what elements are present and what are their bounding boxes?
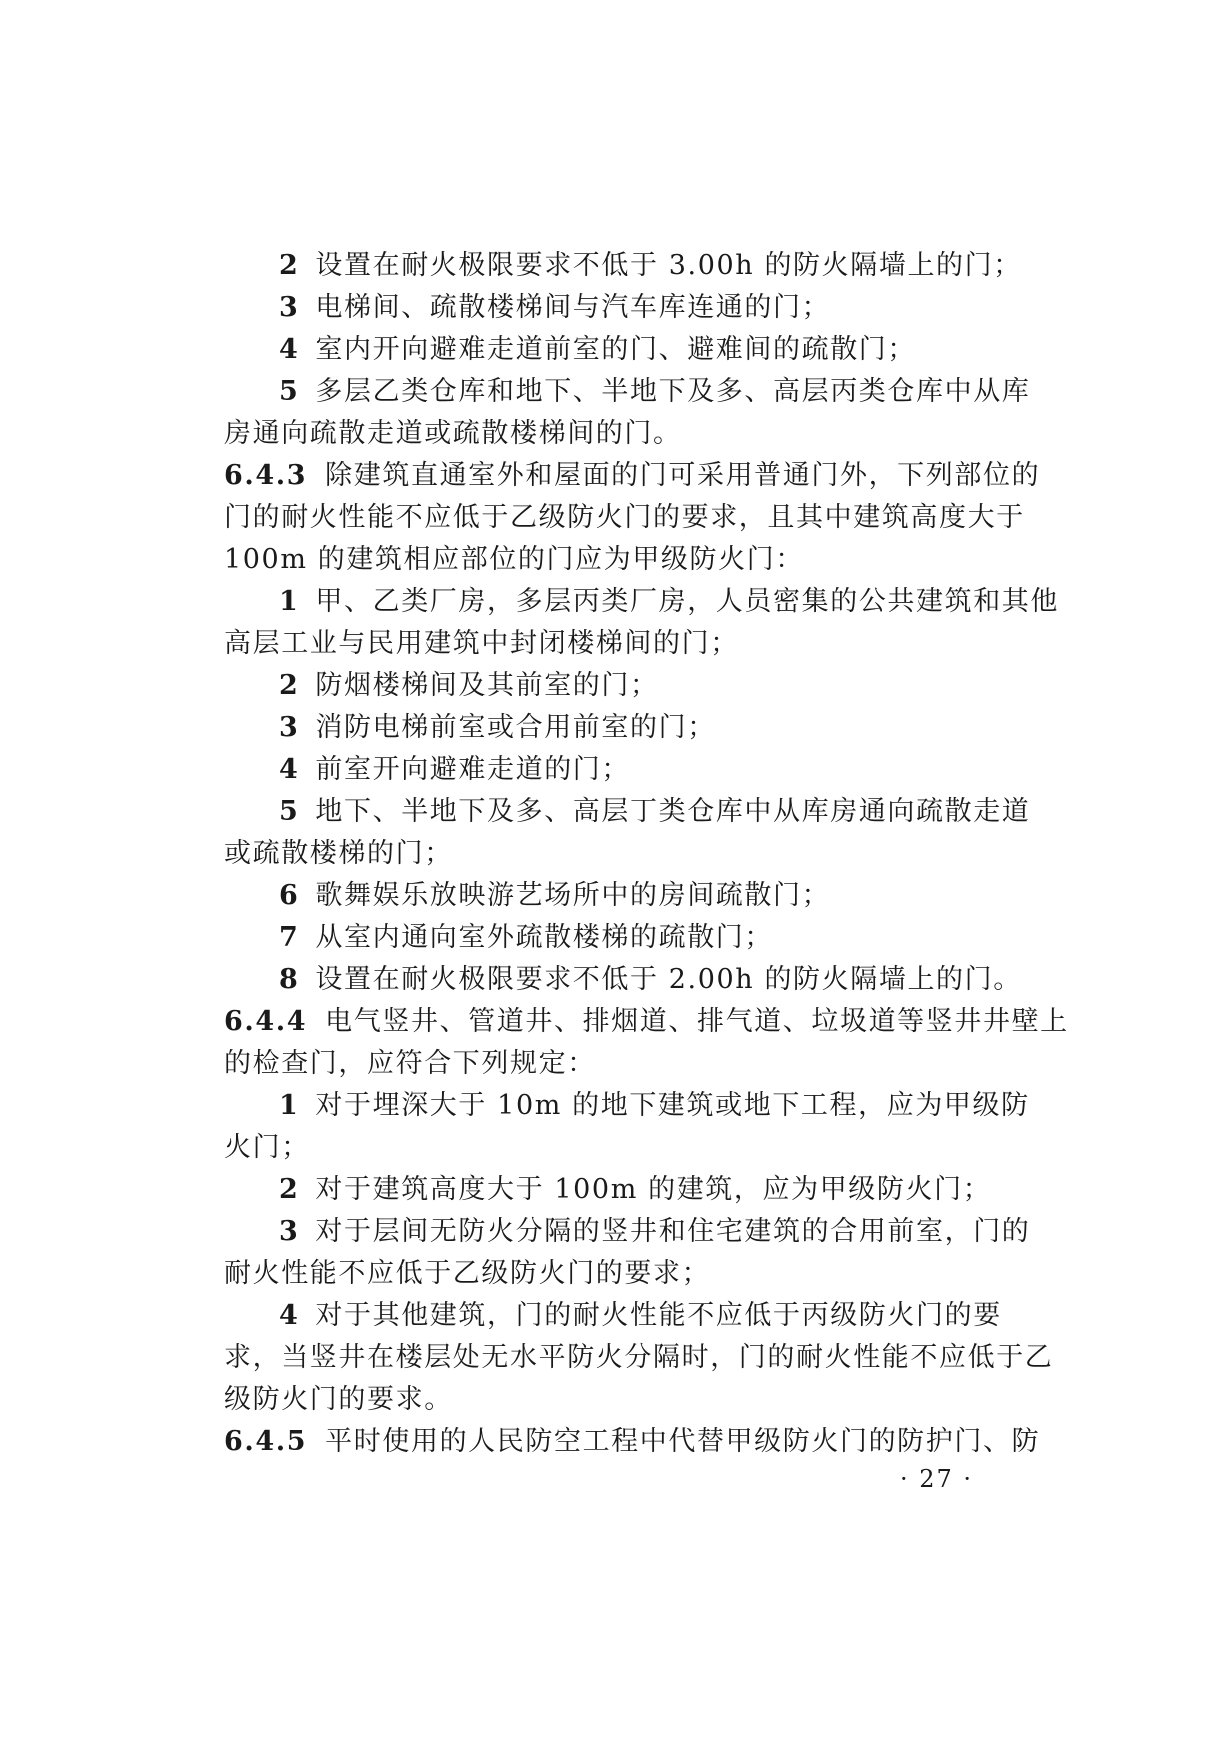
text-line	[224, 371, 1031, 413]
text-line	[224, 1295, 1006, 1337]
text-line	[224, 1127, 1006, 1169]
line-text: 火门；	[224, 1132, 310, 1163]
text-line	[224, 245, 1022, 287]
text-line	[224, 1379, 1006, 1421]
item-number: 8	[279, 964, 300, 995]
text-line	[224, 581, 1059, 623]
text-line	[224, 791, 1031, 833]
text-line	[224, 1337, 1054, 1379]
text-line	[224, 329, 1006, 371]
line-text: 多层乙类仓库和地下、半地下及多、高层丙类仓库中从库	[315, 376, 1031, 407]
line-text: 地下、半地下及多、高层丁类仓库中从库房通向疏散走道	[315, 796, 1031, 827]
line-text: 设置在耐火极限要求不低于 3.00h 的防火隔墙上的门；	[315, 250, 1022, 281]
text-line	[224, 1169, 1006, 1211]
line-text: 前室开向避难走道的门；	[315, 754, 630, 785]
item-number: 7	[279, 922, 300, 953]
item-number: 3	[279, 712, 300, 743]
item-number: 4	[279, 1300, 300, 1331]
text-line	[224, 1085, 1030, 1127]
line-text: 或疏散楼梯的门；	[224, 838, 453, 869]
text-line	[224, 665, 1006, 707]
item-number: 2	[279, 1174, 300, 1205]
item-number: 2	[279, 250, 300, 281]
item-number: 5	[279, 796, 300, 827]
line-text: 歌舞娱乐放映游艺场所中的房间疏散门；	[315, 880, 831, 911]
line-text: 电气竖井、管道井、排烟道、排气道、垃圾道等竖井井壁上	[325, 1006, 1069, 1037]
section-line	[224, 1001, 1069, 1043]
text-line	[224, 1043, 1006, 1085]
item-number: 1	[279, 586, 300, 617]
text-line	[224, 1253, 1006, 1295]
line-text: 除建筑直通室外和屋面的门可采用普通门外，下列部位的	[325, 460, 1041, 491]
line-text: 电梯间、疏散楼梯间与汽车库连通的门；	[315, 292, 831, 323]
section-number: 6.4.3	[224, 460, 308, 491]
line-text: 的检查门，应符合下列规定：	[224, 1048, 596, 1079]
line-text: 高层工业与民用建筑中封闭楼梯间的门；	[224, 628, 739, 659]
text-line	[224, 833, 1006, 875]
line-text: 求，当竖井在楼层处无水平防火分隔时，门的耐火性能不应低于乙	[224, 1342, 1054, 1373]
line-text: 对于其他建筑，门的耐火性能不应低于丙级防火门的要	[315, 1300, 1002, 1331]
text-line	[224, 875, 1006, 917]
line-text: 从室内通向室外疏散楼梯的疏散门；	[315, 922, 773, 953]
line-text: 室内开向避难走道前室的门、避难间的疏散门；	[315, 334, 916, 365]
text-line	[224, 959, 1022, 1001]
page-number: · 27 ·	[900, 1465, 974, 1493]
line-text: 消防电梯前室或合用前室的门；	[315, 712, 716, 743]
line-text: 防烟楼梯间及其前室的门；	[315, 670, 659, 701]
text-line	[224, 497, 1025, 539]
line-text: 设置在耐火极限要求不低于 2.00h 的防火隔墙上的门。	[315, 964, 1022, 995]
item-number: 4	[279, 754, 300, 785]
line-text: 100m 的建筑相应部位的门应为甲级防火门：	[224, 544, 804, 575]
text-line	[224, 287, 1006, 329]
text-line	[224, 1211, 1031, 1253]
line-text: 耐火性能不应低于乙级防火门的要求；	[224, 1258, 711, 1289]
item-number: 6	[279, 880, 300, 911]
text-line	[224, 749, 1006, 791]
text-line	[224, 413, 1006, 455]
text-line	[224, 623, 1006, 665]
section-line	[224, 455, 1041, 497]
line-text: 甲、乙类厂房，多层丙类厂房，人员密集的公共建筑和其他	[315, 586, 1059, 617]
text-line	[224, 539, 1006, 581]
line-text: 对于层间无防火分隔的竖井和住宅建筑的合用前室，门的	[315, 1216, 1031, 1247]
section-number: 6.4.4	[224, 1006, 308, 1037]
item-number: 4	[279, 334, 300, 365]
item-number: 3	[279, 292, 300, 323]
section-line	[224, 1421, 1041, 1463]
item-number: 1	[279, 1090, 300, 1121]
section-number: 6.4.5	[224, 1426, 308, 1457]
line-text: 房通向疏散走道或疏散楼梯间的门。	[224, 418, 682, 449]
line-text: 对于埋深大于 10m 的地下建筑或地下工程，应为甲级防	[315, 1090, 1030, 1121]
text-line	[224, 917, 1006, 959]
item-number: 3	[279, 1216, 300, 1247]
document-body	[224, 245, 1069, 1463]
item-number: 5	[279, 376, 300, 407]
item-number: 2	[279, 670, 300, 701]
line-text: 对于建筑高度大于 100m 的建筑，应为甲级防火门；	[315, 1174, 992, 1205]
line-text: 门的耐火性能不应低于乙级防火门的要求，且其中建筑高度大于	[224, 502, 1025, 533]
text-line	[224, 707, 1006, 749]
line-text: 级防火门的要求。	[224, 1384, 453, 1415]
line-text: 平时使用的人民防空工程中代替甲级防火门的防护门、防	[325, 1426, 1041, 1457]
